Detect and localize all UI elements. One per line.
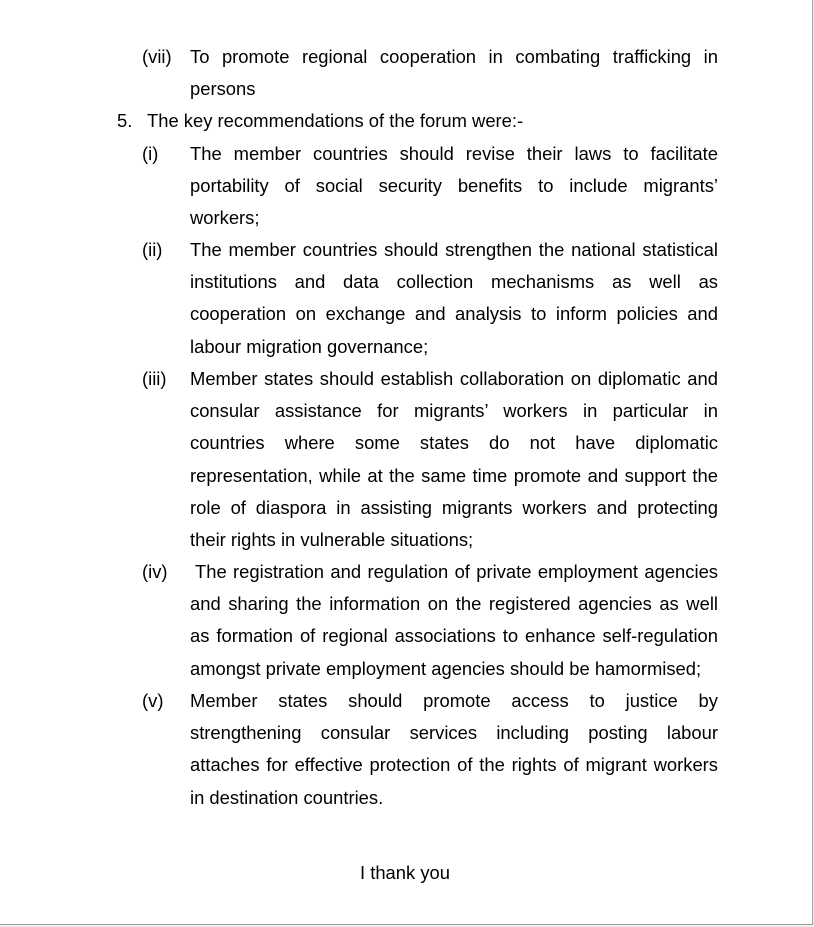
list-marker: (iv) xyxy=(142,561,168,582)
list-item-line: in destination countries. xyxy=(190,787,384,808)
list-marker: (iii) xyxy=(142,368,167,389)
section-number: 5. xyxy=(117,110,133,131)
list-item-line: representation, while at the same time promote and support the xyxy=(190,465,718,486)
list-item-line: To promote regional cooperation in combating trafficking in xyxy=(190,46,718,67)
list-marker: (v) xyxy=(142,690,164,711)
list-item-line: The member countries should strengthen the national statistical xyxy=(190,239,718,260)
list-marker: (vii) xyxy=(142,46,172,67)
list-item-line: institutions and data collection mechanisms as well as xyxy=(190,271,718,292)
section-heading: The key recommendations of the forum were:- xyxy=(147,110,524,131)
list-item-line: countries where some states do not have diplomatic xyxy=(190,432,718,453)
list-item-line: consular assistance for migrants’ workers in particular in xyxy=(190,400,718,421)
list-item-line: attaches for effective protection of the rights of migrant workers xyxy=(190,754,718,775)
list-item-line: portability of social security benefits to include migrants’ xyxy=(190,175,718,196)
list-item-line: Member states should promote access to justice by xyxy=(190,690,718,711)
list-marker: (ii) xyxy=(142,239,163,260)
list-item-line: as formation of regional associations to enhance self-regulation xyxy=(190,625,718,646)
closing-text: I thank you xyxy=(360,862,450,883)
list-item-line: their rights in vulnerable situations; xyxy=(190,529,474,550)
list-item-line: labour migration governance; xyxy=(190,336,429,357)
list-item-line: strengthening consular services including posting labour xyxy=(190,722,718,743)
list-item-line: Member states should establish collaboration on diplomatic and xyxy=(190,368,718,389)
list-item-line: amongst private employment agencies should be hamormised; xyxy=(190,658,702,679)
list-item-line: The registration and regulation of private employment agencies xyxy=(195,561,718,582)
list-item-line: role of diaspora in assisting migrants workers and protecting xyxy=(190,497,718,518)
list-item-line: and sharing the information on the registered agencies as well xyxy=(190,593,718,614)
list-item-line: workers; xyxy=(190,207,260,228)
list-item-line: persons xyxy=(190,78,256,99)
list-marker: (i) xyxy=(142,143,159,164)
list-item-line: cooperation on exchange and analysis to inform policies and xyxy=(190,303,718,324)
list-item-line: The member countries should revise their laws to facilitate xyxy=(190,143,718,164)
